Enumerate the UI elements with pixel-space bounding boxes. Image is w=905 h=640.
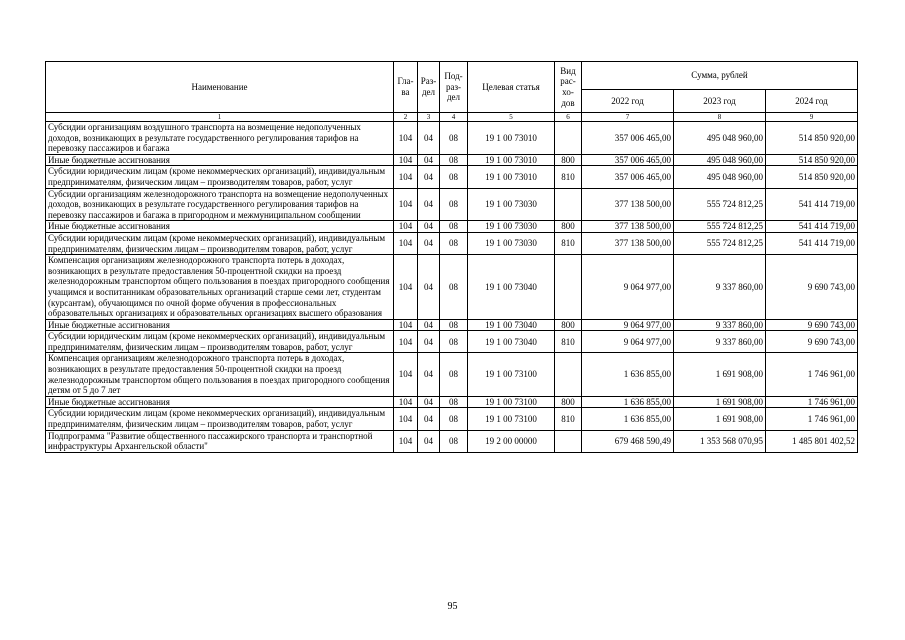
cell-s1: 9 064 977,00 — [582, 319, 674, 331]
index-cell: 4 — [440, 113, 468, 122]
cell-s2: 1 691 908,00 — [674, 408, 766, 430]
cell-s2: 1 353 568 070,95 — [674, 430, 766, 452]
cell-s1: 679 468 590,49 — [582, 430, 674, 452]
table-row — [46, 154, 858, 166]
cell-cs: 19 1 00 73030 — [468, 221, 555, 233]
cell-s3: 541 414 719,00 — [766, 221, 858, 233]
cell-pr: 08 — [440, 319, 468, 331]
cell-pr: 08 — [440, 430, 468, 452]
index-cell: 3 — [418, 113, 440, 122]
cell-cs: 19 1 00 73030 — [468, 188, 555, 221]
cell-s3: 514 850 920,00 — [766, 166, 858, 188]
cell-pr: 08 — [440, 154, 468, 166]
cell-gl: 104 — [394, 408, 418, 430]
header-2022: 2022 год — [582, 90, 674, 113]
table-row — [46, 408, 858, 430]
cell-s2: 495 048 960,00 — [674, 166, 766, 188]
cell-pr: 08 — [440, 331, 468, 353]
header-2024: 2024 год — [766, 90, 858, 113]
page-number: 95 — [447, 601, 458, 612]
cell-pr: 08 — [440, 255, 468, 320]
cell-gl: 104 — [394, 319, 418, 331]
cell-vr: 810 — [555, 408, 582, 430]
cell-s3: 1 485 801 402,52 — [766, 430, 858, 452]
cell-gl: 104 — [394, 188, 418, 221]
table-row — [46, 166, 858, 188]
cell-name: Субсидии юридическим лицам (кроме некоммерческих организаций), индивидуальным предпринимателям, физическим лицам – производителям товаров, работ, услуг — [46, 408, 394, 430]
cell-name: Компенсация организациям железнодорожного транспорта потерь в доходах, возникающих в результате предоставления 50-процентной скидки на проезд железнодорожным транспортом общего пользования в поездах пригородного сообщения детям от 5 до 7 лет — [46, 353, 394, 396]
cell-pr: 08 — [440, 122, 468, 155]
index-cell: 6 — [555, 113, 582, 122]
table-row — [46, 331, 858, 353]
cell-gl: 104 — [394, 396, 418, 408]
cell-rz: 04 — [418, 255, 440, 320]
cell-name: Субсидии юридическим лицам (кроме некоммерческих организаций), индивидуальным предпринимателям, физическим лицам – производителям товаров, работ, услуг — [46, 166, 394, 188]
header-summa: Сумма, рублей — [582, 62, 858, 90]
cell-vr: 810 — [555, 166, 582, 188]
cell-s2: 1 691 908,00 — [674, 396, 766, 408]
cell-rz: 04 — [418, 122, 440, 155]
cell-cs: 19 1 00 73100 — [468, 408, 555, 430]
table-row — [46, 430, 858, 452]
cell-name: Подпрограмма "Развитие общественного пассажирского транспорта и транспортной инфраструктуры Архангельской области" — [46, 430, 394, 452]
index-cell: 2 — [394, 113, 418, 122]
cell-rz: 04 — [418, 232, 440, 254]
cell-name: Субсидии организациям железнодорожного транспорта на возмещение недополученных доходов, возникающих в результате государственного регулирования тарифов на перевозку пассажиров и багажа в пригородном и межмуниципальном сообщении — [46, 188, 394, 221]
cell-pr: 08 — [440, 221, 468, 233]
cell-rz: 04 — [418, 430, 440, 452]
column-index-row — [46, 113, 858, 122]
index-cell: 1 — [46, 113, 394, 122]
cell-rz: 04 — [418, 221, 440, 233]
cell-s2: 9 337 860,00 — [674, 319, 766, 331]
cell-s3: 9 690 743,00 — [766, 255, 858, 320]
cell-s2: 9 337 860,00 — [674, 331, 766, 353]
cell-name: Субсидии юридическим лицам (кроме некоммерческих организаций), индивидуальным предпринимателям, физическим лицам – производителям товаров, работ, услуг — [46, 331, 394, 353]
cell-s2: 555 724 812,25 — [674, 221, 766, 233]
cell-vr: 800 — [555, 221, 582, 233]
table-row — [46, 232, 858, 254]
cell-s1: 357 006 465,00 — [582, 154, 674, 166]
header-celevaya: Целевая статья — [468, 62, 555, 113]
cell-vr: 800 — [555, 396, 582, 408]
table-row — [46, 396, 858, 408]
index-cell: 7 — [582, 113, 674, 122]
cell-vr: 810 — [555, 331, 582, 353]
cell-s3: 541 414 719,00 — [766, 188, 858, 221]
cell-rz: 04 — [418, 396, 440, 408]
cell-s3: 1 746 961,00 — [766, 353, 858, 396]
cell-s1: 1 636 855,00 — [582, 396, 674, 408]
cell-gl: 104 — [394, 166, 418, 188]
cell-s3: 514 850 920,00 — [766, 154, 858, 166]
cell-cs: 19 2 00 00000 — [468, 430, 555, 452]
index-cell: 8 — [674, 113, 766, 122]
cell-gl: 104 — [394, 154, 418, 166]
cell-cs: 19 1 00 73040 — [468, 319, 555, 331]
cell-s1: 9 064 977,00 — [582, 331, 674, 353]
cell-cs: 19 1 00 73010 — [468, 122, 555, 155]
table-row — [46, 255, 858, 320]
cell-gl: 104 — [394, 255, 418, 320]
cell-rz: 04 — [418, 319, 440, 331]
cell-s1: 9 064 977,00 — [582, 255, 674, 320]
cell-s3: 1 746 961,00 — [766, 396, 858, 408]
header-razdel: Раз-дел — [418, 62, 440, 113]
cell-s3: 9 690 743,00 — [766, 319, 858, 331]
cell-pr: 08 — [440, 396, 468, 408]
header-glava: Гла-ва — [394, 62, 418, 113]
cell-pr: 08 — [440, 166, 468, 188]
cell-gl: 104 — [394, 430, 418, 452]
cell-cs: 19 1 00 73100 — [468, 396, 555, 408]
table-row — [46, 122, 858, 155]
cell-s1: 377 138 500,00 — [582, 221, 674, 233]
cell-vr — [555, 255, 582, 320]
cell-s1: 357 006 465,00 — [582, 122, 674, 155]
header-name: Наименование — [46, 62, 394, 113]
cell-name: Субсидии организациям воздушного транспорта на возмещение недополученных доходов, возникающих в результате государственного регулирования тарифов на перевозку пассажиров и багажа — [46, 122, 394, 155]
cell-s1: 357 006 465,00 — [582, 166, 674, 188]
budget-table — [45, 61, 858, 453]
cell-s2: 555 724 812,25 — [674, 232, 766, 254]
cell-name: Компенсация организациям железнодорожного транспорта потерь в доходах, возникающих в результате предоставления 50-процентной скидки на проезд железнодорожным транспортом общего пользования в поездах пригородного сообщения учащимся и воспитанникам образовательных организаций старше семи лет, студентам (курсантам), обучающимся по очной форме обучения в профессиональных образовательных организациях и образовательных организациях высшего образования — [46, 255, 394, 320]
cell-s2: 495 048 960,00 — [674, 154, 766, 166]
cell-name: Субсидии юридическим лицам (кроме некоммерческих организаций), индивидуальным предпринимателям, физическим лицам – производителям товаров, работ, услуг — [46, 232, 394, 254]
cell-gl: 104 — [394, 232, 418, 254]
cell-rz: 04 — [418, 353, 440, 396]
cell-s2: 495 048 960,00 — [674, 122, 766, 155]
cell-name: Иные бюджетные ассигнования — [46, 221, 394, 233]
cell-gl: 104 — [394, 353, 418, 396]
cell-pr: 08 — [440, 232, 468, 254]
index-cell: 9 — [766, 113, 858, 122]
cell-cs: 19 1 00 73030 — [468, 232, 555, 254]
cell-cs: 19 1 00 73100 — [468, 353, 555, 396]
cell-s1: 377 138 500,00 — [582, 188, 674, 221]
cell-rz: 04 — [418, 331, 440, 353]
cell-cs: 19 1 00 73010 — [468, 166, 555, 188]
cell-cs: 19 1 00 73040 — [468, 255, 555, 320]
cell-name: Иные бюджетные ассигнования — [46, 396, 394, 408]
cell-vr — [555, 122, 582, 155]
cell-s1: 377 138 500,00 — [582, 232, 674, 254]
cell-s1: 1 636 855,00 — [582, 353, 674, 396]
cell-vr: 800 — [555, 319, 582, 331]
cell-rz: 04 — [418, 188, 440, 221]
table-row — [46, 188, 858, 221]
cell-pr: 08 — [440, 353, 468, 396]
header-vid: Вид рас-хо-дов — [555, 62, 582, 113]
table-row — [46, 221, 858, 233]
cell-s2: 1 691 908,00 — [674, 353, 766, 396]
cell-vr: 800 — [555, 154, 582, 166]
cell-pr: 08 — [440, 188, 468, 221]
cell-s3: 541 414 719,00 — [766, 232, 858, 254]
cell-s2: 555 724 812,25 — [674, 188, 766, 221]
cell-vr: 810 — [555, 232, 582, 254]
cell-cs: 19 1 00 73040 — [468, 331, 555, 353]
header-podrazdel: Под-раз-дел — [440, 62, 468, 113]
header-2023: 2023 год — [674, 90, 766, 113]
cell-s3: 514 850 920,00 — [766, 122, 858, 155]
cell-pr: 08 — [440, 408, 468, 430]
cell-rz: 04 — [418, 408, 440, 430]
cell-name: Иные бюджетные ассигнования — [46, 154, 394, 166]
cell-s3: 9 690 743,00 — [766, 331, 858, 353]
cell-s3: 1 746 961,00 — [766, 408, 858, 430]
cell-cs: 19 1 00 73010 — [468, 154, 555, 166]
table-row — [46, 353, 858, 396]
cell-s2: 9 337 860,00 — [674, 255, 766, 320]
cell-gl: 104 — [394, 221, 418, 233]
cell-vr — [555, 353, 582, 396]
cell-gl: 104 — [394, 331, 418, 353]
cell-gl: 104 — [394, 122, 418, 155]
cell-name: Иные бюджетные ассигнования — [46, 319, 394, 331]
cell-s1: 1 636 855,00 — [582, 408, 674, 430]
table-row — [46, 319, 858, 331]
cell-rz: 04 — [418, 154, 440, 166]
cell-vr — [555, 188, 582, 221]
cell-rz: 04 — [418, 166, 440, 188]
index-cell: 5 — [468, 113, 555, 122]
cell-vr — [555, 430, 582, 452]
